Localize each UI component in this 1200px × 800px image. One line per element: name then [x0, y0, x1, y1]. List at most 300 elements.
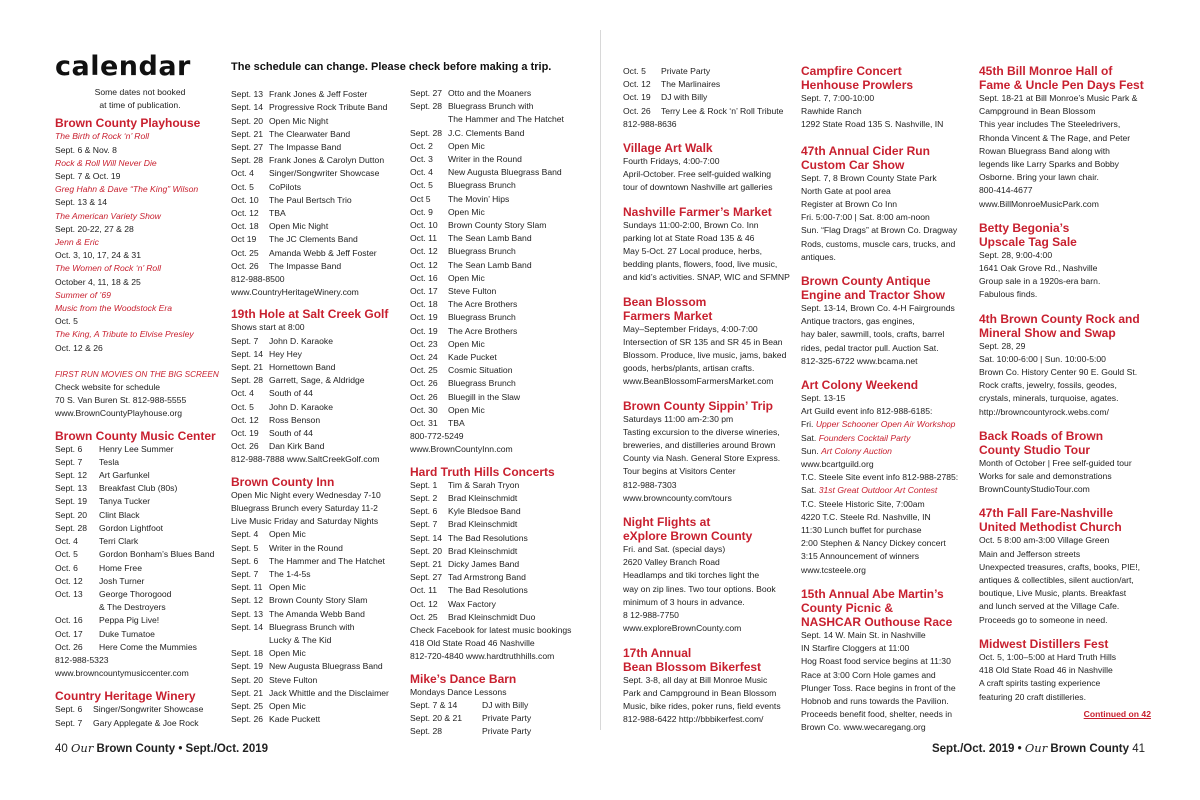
event-row	[231, 427, 409, 440]
event-date: Sept. 12	[231, 595, 264, 606]
schedule-notice: The schedule can change. Please check before making a trip.	[231, 61, 552, 73]
golf-info	[231, 453, 409, 466]
show-dates: Sept. 6 & Nov. 8	[55, 144, 117, 155]
event-row	[55, 601, 225, 614]
event-date: Oct. 5	[55, 549, 78, 560]
event-row	[55, 535, 225, 548]
night-flights-info	[623, 543, 795, 635]
event-title: Brad Kleinschmidt	[448, 545, 518, 556]
event-title: Tim & Sarah Tryon	[448, 479, 520, 490]
event-date: Sept. 6	[55, 704, 83, 715]
event-title: South of 44	[269, 428, 313, 439]
event-row	[410, 232, 590, 245]
event-date: Sept. 21	[231, 362, 264, 373]
distillers-info	[979, 651, 1151, 704]
text-line: Sat. 10:00-6:00 | Sun. 10:00-5:00	[979, 353, 1106, 364]
text-line: BrownCountyStudioTour.com	[979, 484, 1090, 495]
event-title: Brad Kleinschmidt	[448, 492, 518, 503]
event-date: Sept. 14	[231, 102, 264, 113]
event-date: Sept. 20	[55, 509, 88, 520]
event-row	[231, 594, 409, 607]
text-line: www.browncountymusiccenter.com	[55, 668, 189, 679]
event-date: Oct. 3	[410, 154, 433, 165]
event-date: Oct. 19	[410, 325, 438, 336]
show-name: Greg Hahn & Dave “The King” Wilson	[55, 184, 199, 195]
heading-line: Mineral Show and Swap	[979, 325, 1116, 340]
event-title: The Marlinaires	[661, 79, 721, 90]
event-title: Josh Turner	[99, 575, 145, 586]
column-3	[410, 0, 590, 738]
abe-martin-info	[801, 629, 973, 735]
event-date: Oct. 10	[410, 220, 438, 231]
text-line: 4220 T.C. Steele Rd. Nashville, IN	[801, 511, 931, 522]
event-date: Oct. 17	[410, 286, 438, 297]
footer-right: Sept./Oct. 2019 • Our Brown County 41	[931, 741, 1145, 755]
event-row	[410, 298, 590, 311]
text-line: 418 Old State Road 46 Nashville	[410, 638, 535, 649]
event-title: Writer in the Round	[448, 154, 522, 165]
betty-begonia-info	[979, 249, 1151, 302]
section-heading	[979, 506, 1151, 534]
event-date: Oct. 12	[410, 598, 438, 609]
event-row	[231, 674, 409, 687]
event-title: Breakfast Club (80s)	[99, 483, 178, 494]
text-line: T.C. Steele Historic Site, 7:00am	[801, 498, 925, 509]
text-line: Antique tractors, gas engines,	[801, 316, 915, 327]
event-row	[231, 348, 409, 361]
event-row	[410, 571, 590, 584]
event-date: Oct. 19	[231, 428, 259, 439]
event-title: Private Party	[482, 726, 532, 737]
text-line: www.BeanBlossomFarmersMarket.com	[623, 376, 774, 387]
event-row	[231, 88, 409, 101]
event-title: Bluegrass Brunch	[448, 312, 516, 323]
sippin-trip-info	[623, 413, 795, 505]
event-row	[410, 479, 590, 492]
event-title: J.C. Clements Band	[448, 127, 525, 138]
event-title: The JC Clements Band	[269, 234, 358, 245]
event-title: Frank Jones & Jeff Foster	[269, 89, 368, 100]
event-row	[231, 374, 409, 387]
art-walk-info	[623, 155, 795, 195]
event-date: Oct. 5	[231, 181, 254, 192]
event-row	[55, 495, 225, 508]
section-heading: Hard Truth Hills Concerts	[410, 464, 555, 479]
show-name: The American Variety Show	[55, 210, 161, 221]
heading-line: Campfire Concert	[801, 64, 902, 78]
text-line: 8 12-988-7750	[623, 610, 679, 621]
text-line: bedding plants, flowers, food, live music,	[623, 259, 778, 270]
text-line: Month of October | Free self-guided tour	[979, 457, 1132, 468]
show-name: Music from the Woodstock Era	[55, 303, 173, 314]
text-line: May–September Fridays, 4:00-7:00	[623, 323, 758, 334]
event-date: Oct. 26	[55, 641, 83, 652]
event-title: Brown County Story Slam	[448, 220, 547, 231]
event-date: Sept. 20	[231, 115, 264, 126]
playhouse-shows	[55, 130, 225, 354]
event-row	[410, 417, 590, 430]
heading-line: Upscale Tag Sale	[979, 234, 1077, 249]
event-title: Open Mic	[448, 338, 485, 349]
text-line: www.browncounty.com/tours	[623, 492, 732, 503]
event-title: Kyle Bledsoe Band	[448, 506, 521, 517]
event-date: Sept. 21	[410, 558, 443, 569]
inn-notes	[231, 489, 409, 529]
event-title: The Sean Lamb Band	[448, 259, 532, 270]
event-title: Bluegrass Brunch	[448, 378, 516, 389]
event-date: Sept. 14	[231, 621, 264, 632]
event-date: Sept. 2	[410, 492, 438, 503]
event-date: Oct 5	[410, 193, 431, 204]
event-row	[410, 259, 590, 272]
event-row	[231, 687, 409, 700]
text-line: antiques.	[801, 251, 836, 262]
event-date: Oct. 4	[55, 536, 78, 547]
event-title: Amanda Webb & Jeff Foster	[269, 247, 377, 258]
event-row	[410, 377, 590, 390]
section-heading	[979, 429, 1151, 457]
event-title: Singer/Songwriter Showcase	[93, 704, 204, 715]
winery-events	[55, 703, 225, 729]
event-date: Sept. 6	[55, 443, 83, 454]
event-date: Oct. 5	[410, 180, 433, 191]
event-title: Bluegill in the Slaw	[448, 391, 521, 402]
show-name: Rock & Roll Will Never Die	[55, 157, 157, 168]
movies-heading: FIRST RUN MOVIES ON THE BIG SCREEN	[55, 369, 219, 379]
heading-line: Bean Blossom	[623, 294, 707, 309]
text-line: Main and Jefferson streets	[979, 548, 1081, 559]
event-date: Sept. 25	[231, 700, 264, 711]
event-date: Sept. 28	[410, 127, 443, 138]
event-date	[231, 634, 269, 647]
text-line: Sept. 14 W. Main St. in Nashville	[801, 629, 926, 640]
section-heading: 19th Hole at Salt Creek Golf	[231, 307, 389, 322]
text-line: Sept. 3-8, all day at Bill Monroe Music	[623, 674, 768, 685]
text-line: crystals, minerals, turquoise, agates.	[979, 393, 1119, 404]
event-title: Kade Puckett	[269, 714, 321, 725]
event-title: New Augusta Bluegrass Band	[448, 167, 562, 178]
event-title: Open Mic	[448, 272, 485, 283]
event-row	[410, 338, 590, 351]
text-line: Campground in Bean Blossom	[979, 106, 1096, 117]
event-title: Hornettown Band	[269, 362, 336, 373]
event-title: Open Mic	[448, 140, 485, 151]
event-title: CoPilots	[269, 181, 301, 192]
event-row	[231, 387, 409, 400]
event-title: Bluegrass Brunch	[448, 246, 516, 257]
event-title: Bluegrass Brunch with	[269, 621, 355, 632]
show-dates: Oct. 5	[55, 316, 78, 327]
event-date: Oct. 10	[231, 194, 259, 205]
text-line: 812-988-7303	[623, 479, 677, 490]
event-title: Open Mic Night	[269, 221, 329, 232]
event-date: Sept. 11	[231, 582, 263, 593]
event-date: Oct. 13	[55, 588, 83, 599]
text-line: minimum of 3 hours in advance.	[623, 596, 745, 607]
section-heading	[623, 646, 795, 674]
text-line: 11:30 Lunch buffet for purchase	[801, 525, 922, 536]
event-date: Sept. 28	[231, 155, 264, 166]
event-row	[410, 285, 590, 298]
section-heading: Midwest Distillers Fest	[979, 636, 1109, 651]
event-date: Sept. 27	[410, 572, 443, 583]
event-row	[231, 528, 409, 541]
event-row	[55, 588, 225, 601]
text-line: Live Music Friday and Saturday Nights	[231, 516, 379, 527]
event-date: Oct. 18	[231, 221, 259, 232]
event-row	[55, 469, 225, 482]
text-line: 70 S. Van Buren St. 812-988-5555	[55, 395, 187, 406]
event-row	[410, 113, 590, 126]
text-line: Open Mic Night every Wednesday 7-10	[231, 489, 381, 500]
event-title: John D. Karaoke	[269, 335, 334, 346]
text-line: Brown Co. www.wecaregang.org	[801, 722, 926, 733]
event-title: Art Garfunkel	[99, 470, 150, 481]
event-title: The Hammer and The Hatchet	[448, 114, 564, 125]
event-title: Brown County Story Slam	[269, 595, 368, 606]
event-date: Oct. 26	[410, 391, 438, 402]
text-line: Works for sale and demonstrations	[979, 471, 1112, 482]
event-title: Private Party	[661, 66, 711, 76]
continued-link[interactable]: Continued on 42	[1083, 708, 1151, 719]
text-line: Sept. 13-14, Brown Co. 4-H Fairgrounds	[801, 303, 955, 314]
event-row	[55, 456, 225, 469]
event-title: Open Mic	[269, 582, 306, 593]
text-line: Fri. 5:00-7:00 | Sat. 8:00 am-noon	[801, 212, 930, 223]
event-title: Duke Tumatoe	[99, 628, 155, 639]
text-line: hay baler, sawmill, tools, crafts, barrel	[801, 329, 945, 340]
event-row	[55, 482, 225, 495]
event-date: Oct. 26	[623, 105, 651, 116]
event-date: Oct. 4	[231, 388, 254, 399]
event-date: Sept. 19	[55, 496, 88, 507]
event-date: Oct. 19	[410, 312, 438, 323]
text-line: http://browncountyrock.webs.com/	[979, 406, 1109, 417]
event-date	[410, 113, 448, 126]
section-heading	[801, 144, 973, 172]
show-dates: Oct. 3, 10, 17, 24 & 31	[55, 250, 141, 261]
event-date: Oct 19	[231, 234, 257, 245]
event-date: Oct. 12	[623, 79, 651, 90]
event-row	[623, 65, 795, 78]
section-heading	[979, 64, 1151, 92]
event-row	[410, 245, 590, 258]
event-date: Sept. 13	[231, 608, 264, 619]
event-date: Sept. 27	[410, 88, 443, 98]
golf-note: Shows start at 8:00	[231, 322, 305, 333]
event-date: Sept. 1	[410, 479, 438, 490]
event-row	[231, 194, 409, 207]
text-line: 812-988-6422 http://bbbikerfest.com/	[623, 714, 764, 725]
event-row	[231, 555, 409, 568]
event-row	[231, 220, 409, 233]
event-date: Sept. 26	[231, 714, 264, 725]
event-date: Oct. 12	[410, 259, 438, 270]
event-date: Oct. 12	[55, 575, 83, 586]
text-line: April-October. Free self-guided walking	[623, 169, 772, 180]
text-line: www.exploreBrownCounty.com	[623, 623, 742, 634]
event-date: Oct. 18	[410, 299, 438, 310]
heading-line: Custom Car Show	[801, 157, 905, 172]
event-date: Sept. 27	[231, 142, 264, 153]
event-title: Open Mic Night	[269, 115, 329, 126]
section-heading: Village Art Walk	[623, 141, 713, 156]
section-heading	[623, 295, 795, 323]
event-title: Open Mic	[269, 529, 306, 540]
event-title: Gordon Lightfoot	[99, 522, 164, 533]
text-line: IN Starfire Cloggers at 11:00	[801, 643, 910, 654]
text-line: Sept. 28, 29	[979, 340, 1026, 351]
event-title: Open Mic	[448, 404, 485, 415]
text-line: Rowan Bluegrass Band along with	[979, 145, 1110, 156]
text-line: County via Nash. General Store Express.	[623, 453, 781, 464]
event-row	[55, 628, 225, 641]
event-title: The Impasse Band	[269, 260, 342, 271]
text-line: Rock crafts, jewelry, fossils, geodes,	[979, 380, 1117, 391]
text-line: Oct. 5, 1:00–5:00 at Hard Truth Hills	[979, 651, 1117, 662]
event-date: Oct. 30	[410, 404, 438, 415]
text-line: Osborne. Bring your lawn chair.	[979, 172, 1099, 183]
event-title: Bluegrass Brunch with	[448, 101, 534, 112]
text-line: 418 Old State Road 46 in Nashville	[979, 665, 1113, 676]
event-date: Sept. 18	[231, 648, 264, 659]
event-date: Sept. 19	[231, 661, 264, 672]
section-heading: Mike’s Dance Barn	[410, 671, 517, 686]
text-line: rides, pedal tractor pull. Auction Sat.	[801, 342, 939, 353]
text-line: Rods, customs, muscle cars, trucks, and	[801, 238, 956, 249]
event-date: Sept. 28	[231, 375, 264, 386]
text-line: Hog Roast food service begins at 11:30	[801, 656, 951, 667]
event-title: Frank Jones & Carolyn Dutton	[269, 155, 385, 166]
event-row	[231, 361, 409, 374]
text-line: Fri. and Sat. (special days)	[623, 544, 726, 555]
event-title: Hey Hey	[269, 348, 302, 359]
event-date: Oct. 12	[410, 246, 438, 257]
section-heading: Brown County Inn	[231, 474, 335, 489]
event-row	[231, 233, 409, 246]
text-line: Intersection of SR 135 and SR 45 in Bean	[623, 336, 783, 347]
event-date: Oct. 26	[231, 260, 259, 271]
fall-fare-info	[979, 534, 1151, 626]
event-title: Peppa Pig Live!	[99, 615, 160, 626]
event-row	[410, 87, 590, 100]
event-title: The Sean Lamb Band	[448, 233, 532, 244]
heading-line: 47th Fall Fare-Nashville	[979, 506, 1114, 521]
event-date: Oct. 4	[410, 167, 433, 178]
event-row	[231, 401, 409, 414]
text-line: legends like Larry Sparks and Bobby	[979, 159, 1119, 170]
text-line: Register at Brown Co Inn	[801, 199, 898, 210]
event-title: Singer/Songwriter Showcase	[269, 168, 380, 179]
heading-line: Engine and Tractor Show	[801, 288, 946, 303]
text-line: Rhonda Vincent & The Rage, and Peter	[979, 132, 1131, 143]
text-line: boutique, Live Music, plants. Breakfast	[979, 588, 1127, 599]
event-row	[231, 141, 409, 154]
event-row	[410, 558, 590, 571]
show-dates: Sept. 13 & 14	[55, 197, 108, 208]
text-line: Oct. 5 8:00 am-3:00 Village Green	[979, 535, 1110, 546]
heading-line: Betty Begonia’s	[979, 220, 1070, 235]
text-line: Tour begins at Visitors Center	[623, 466, 736, 477]
event-row	[55, 575, 225, 588]
event-row	[410, 611, 590, 624]
show-name: Summer of ’69	[55, 289, 111, 300]
event-row	[410, 518, 590, 531]
column-4	[623, 0, 795, 726]
event-row	[231, 647, 409, 660]
text-line: Sun. “Flag Drags” at Brown Co. Dragway	[801, 225, 958, 236]
text-line: featuring 20 craft distilleries.	[979, 691, 1086, 702]
event-title: Terri Clark	[99, 536, 139, 547]
event-row	[410, 492, 590, 505]
event-title: Henry Lee Summer	[99, 443, 174, 454]
event-row	[231, 660, 409, 673]
event-date: Sept. 12	[55, 470, 88, 481]
dance-barn-events	[623, 65, 795, 118]
event-row	[410, 219, 590, 232]
event-date: Oct. 5	[623, 66, 646, 76]
event-row	[623, 91, 795, 104]
heading-line: eXplore Brown County	[623, 529, 753, 544]
heading-line: Brown County Antique	[801, 274, 931, 289]
bikerfest-info	[623, 674, 795, 727]
event-date: Sept. 7	[231, 335, 259, 346]
art-colony-info: Sept. 13-15 Art Guild event info 812-988-6185: Fri. Upper Schooner Open Air Workshop Sat. Founders Cocktail Party Sun. Art Colony Auction www.bcartguild.org T.C. Steele Site event info 812-988-2785: Sat. 31st Great Outdoor Art Contest T.C. Steele Historic Site, 7:00am 4220 T.C. Steele Rd. Nashville, IN 11:30 Lunch buffet for purchase 2:00 Stephen & Nancy Dickey concert 3:15 Announcement of winners www.tcsteele.org	[801, 392, 973, 577]
text-line: Music, bike rides, poker runs, field events	[623, 700, 781, 711]
text-line: 800-772-5249	[410, 431, 464, 442]
event-title: George Thorogood	[99, 588, 172, 599]
text-line: May 5-Oct. 27 Local produce, herbs,	[623, 246, 763, 257]
text-line: goods, herbs/plants, artisan crafts.	[623, 363, 755, 374]
event-title: Tesla	[99, 456, 120, 467]
section-heading: Brown County Playhouse	[55, 116, 201, 131]
event-row	[231, 634, 409, 647]
heading-line: United Methodist Church	[979, 520, 1122, 535]
event-date: Sept. 6	[410, 506, 438, 517]
text-line: A craft spirits tasting experience	[979, 678, 1101, 689]
text-line: 800-414-4677	[979, 185, 1033, 196]
event-row	[55, 703, 225, 716]
show-name: The King, A Tribute to Elvise Presley	[55, 329, 194, 340]
text-line: Sundays 11:00-2:00, Brown Co. Inn	[623, 219, 759, 230]
event-date: Oct. 9	[410, 206, 433, 217]
rock-mineral-info	[979, 340, 1151, 419]
cider-run-info	[801, 172, 973, 264]
event-date: Oct. 24	[410, 352, 438, 363]
event-row	[231, 440, 409, 453]
show-dates: Oct. 12 & 26	[55, 342, 103, 353]
event-row	[55, 717, 225, 730]
text-line: way on zip lines. Two tour options. Book	[623, 583, 776, 594]
event-title: Dicky James Band	[448, 558, 520, 569]
event-title: Tad Armstrong Band	[448, 572, 526, 583]
event-date: Sept. 7	[410, 519, 438, 530]
inn-info	[410, 430, 590, 456]
event-date: Oct. 25	[410, 611, 438, 622]
event-row	[231, 621, 409, 634]
event-title: Kade Pucket	[448, 352, 497, 363]
event-title: Open Mic	[269, 700, 306, 711]
event-date: Oct. 12	[231, 208, 259, 219]
text-line: Tasting excursion to the diverse wineries,	[623, 426, 780, 437]
event-row	[231, 568, 409, 581]
event-title: The Acre Brothers	[448, 325, 518, 336]
golf-events	[231, 335, 409, 454]
event-date: Sept. 28	[410, 726, 443, 737]
event-row	[410, 584, 590, 597]
text-line: 1292 State Road 135 S. Nashville, IN	[801, 119, 944, 130]
text-line: Park and Campground in Bean Blossom	[623, 687, 777, 698]
